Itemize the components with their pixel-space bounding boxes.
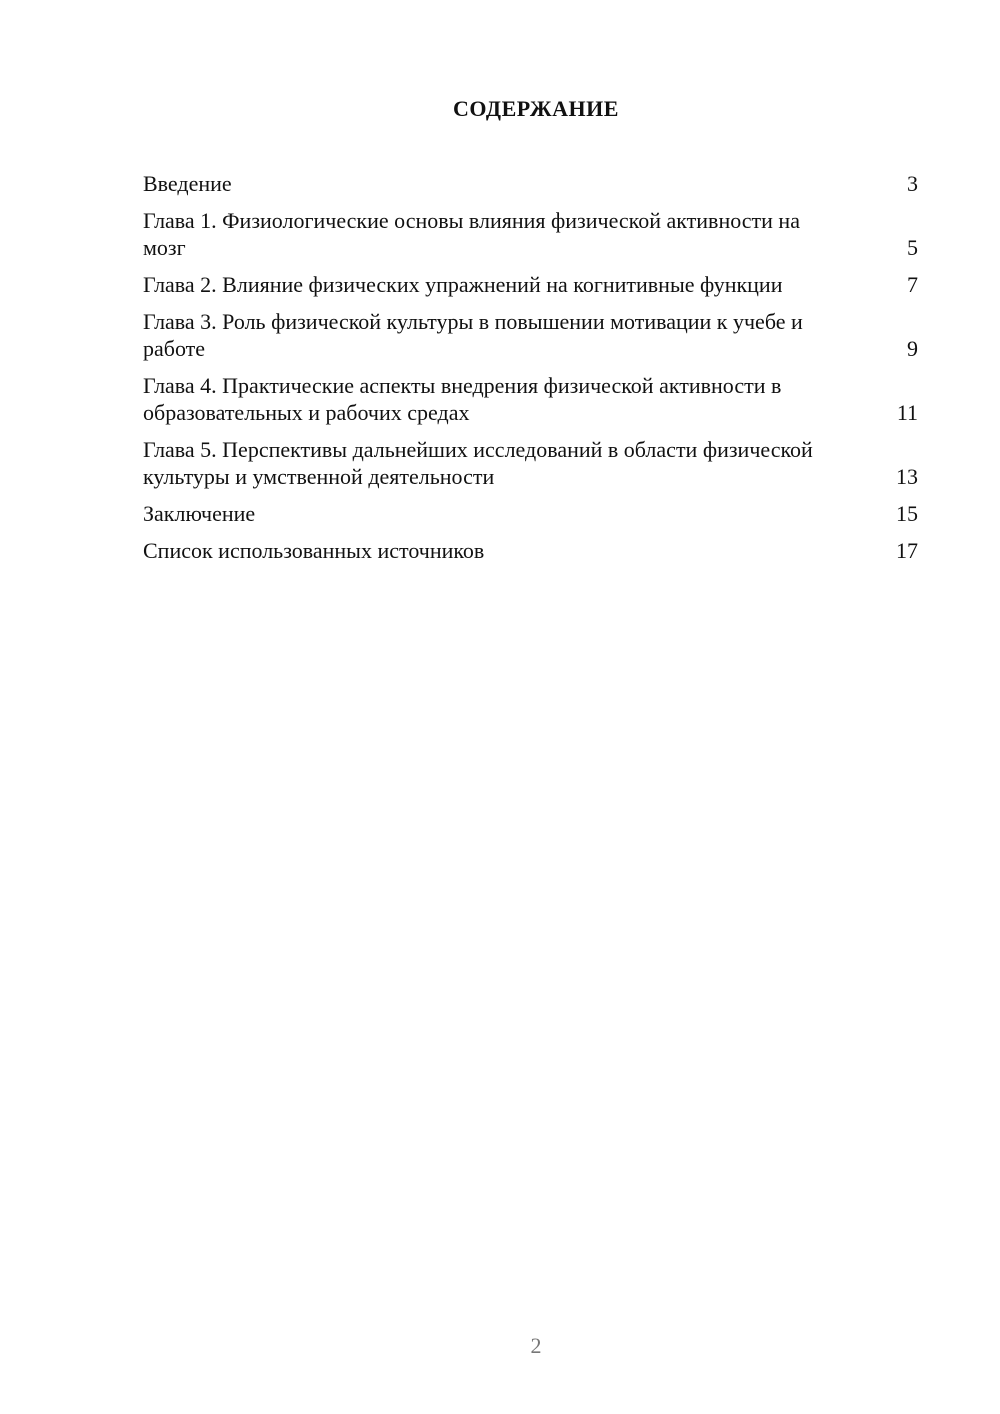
table-of-contents xyxy=(143,170,918,564)
page-title: СОДЕРЖАНИЕ xyxy=(453,96,619,121)
toc-entry-text: Заключение xyxy=(143,501,256,526)
toc-entry-text: Глава 2. Влияние физических упражнений на когнитивные функции xyxy=(143,272,783,297)
toc-entry-page: 5 xyxy=(907,235,918,260)
toc-entry-chapter-5 xyxy=(143,436,918,490)
toc-entry-chapter-2 xyxy=(143,271,918,298)
page-number: 2 xyxy=(530,1333,542,1358)
toc-entry-introduction xyxy=(143,170,918,197)
toc-entry-conclusion xyxy=(143,500,918,527)
toc-entry-text: Глава 5. Перспективы дальнейших исследований в области физической культуры и умственной деятельности xyxy=(143,437,813,489)
toc-entry-page: 11 xyxy=(896,400,918,425)
toc-entry-text: Глава 3. Роль физической культуры в повышении мотивации к учебе и работе xyxy=(143,309,803,361)
toc-entry-references xyxy=(143,537,918,564)
toc-entry-chapter-1 xyxy=(143,207,918,261)
toc-entry-text: Глава 4. Практические аспекты внедрения физической активности в образовательных и рабочих средах xyxy=(143,373,782,425)
toc-entry-page: 7 xyxy=(907,272,918,297)
toc-entry-text: Список использованных источников xyxy=(143,538,485,563)
toc-entry-page: 9 xyxy=(907,336,918,361)
toc-entry-page: 15 xyxy=(896,501,918,526)
toc-entry-page: 13 xyxy=(896,464,918,489)
toc-entry-chapter-4 xyxy=(143,372,918,426)
toc-entry-text: Глава 1. Физиологические основы влияния физической активности на мозг xyxy=(143,208,800,260)
toc-entry-text: Введение xyxy=(143,171,232,196)
toc-entry-page: 17 xyxy=(896,538,918,563)
toc-entry-chapter-3 xyxy=(143,308,918,362)
toc-entry-page: 3 xyxy=(907,171,918,196)
